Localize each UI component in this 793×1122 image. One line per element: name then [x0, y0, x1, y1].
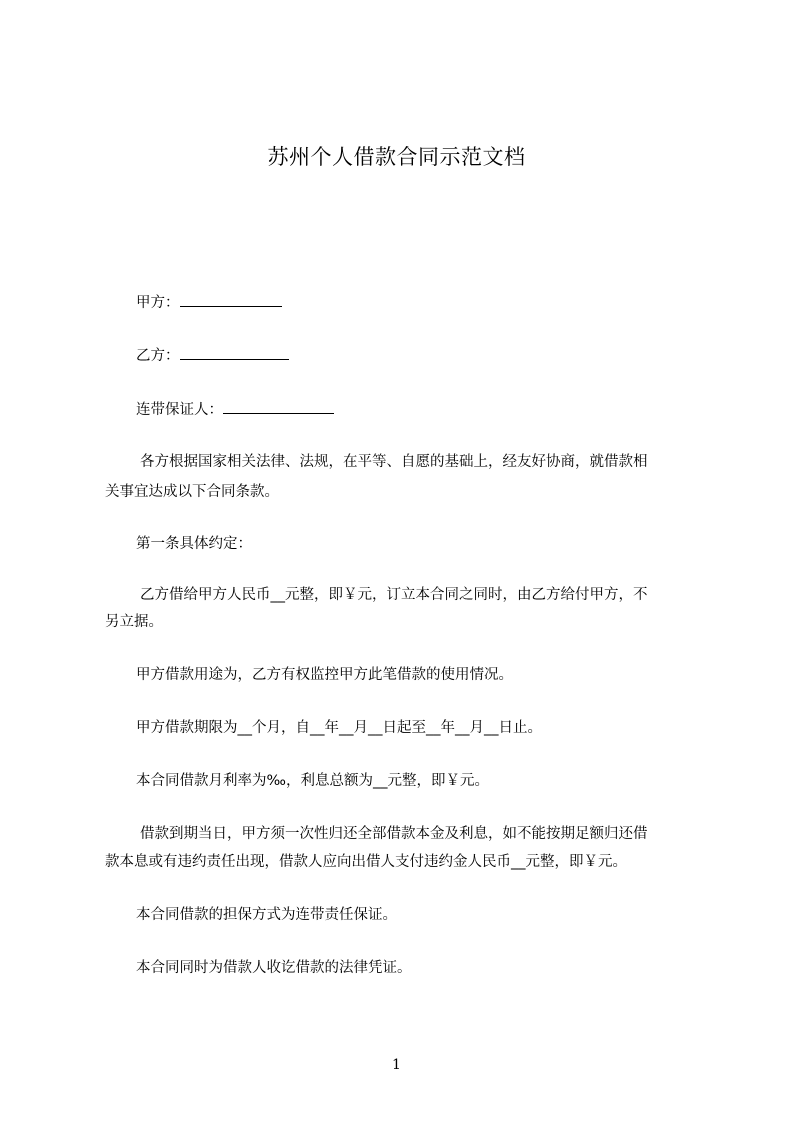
- intro-line-1: 各方根据国家相关法律、法规，在平等、自愿的基础上，经友好协商，就借款相: [140, 454, 648, 470]
- paragraph-2: 甲方借款用途为，乙方有权监控甲方此笔借款的使用情况。: [136, 667, 513, 683]
- paragraph-5-line-1: 借款到期当日，甲方须一次性归还全部借款本金及利息，如不能按期足额归还借: [140, 826, 648, 842]
- intro-line-2: 关事宜达成以下合同条款。: [105, 484, 279, 500]
- guarantor-line: [136, 399, 334, 420]
- paragraph-3: 甲方借款期限为__个月，自__年__月__日起至__年__月__日止。: [136, 720, 542, 736]
- paragraph-1-line-2: 另立据。: [105, 614, 163, 630]
- guarantor-blank: [223, 399, 334, 414]
- page-number: 1: [392, 1057, 401, 1073]
- party-b-line: [136, 345, 289, 366]
- party-a-line: [136, 292, 282, 313]
- party-b-blank: [180, 345, 289, 360]
- party-a-blank: [180, 292, 282, 307]
- paragraph-7: 本合同同时为借款人收讫借款的法律凭证。: [136, 960, 412, 976]
- party-b-label: 乙方：: [136, 348, 180, 364]
- paragraph-4: 本合同借款月利率为‰，利息总额为__元整，即￥元。: [136, 773, 489, 789]
- paragraph-1-line-1: 乙方借给甲方人民币__元整，即￥元，订立本合同之同时，由乙方给付甲方，不: [140, 587, 648, 603]
- party-a-label: 甲方：: [136, 295, 180, 311]
- article-1-heading: 第一条具体约定：: [136, 536, 252, 552]
- paragraph-6: 本合同借款的担保方式为连带责任保证。: [136, 907, 397, 923]
- guarantor-label: 连带保证人：: [136, 402, 223, 418]
- document-title: 苏州个人借款合同示范文档: [267, 145, 526, 169]
- paragraph-5-line-2: 款本息或有违约责任出现，借款人应向出借人支付违约金人民币__元整，即￥元。: [105, 854, 627, 870]
